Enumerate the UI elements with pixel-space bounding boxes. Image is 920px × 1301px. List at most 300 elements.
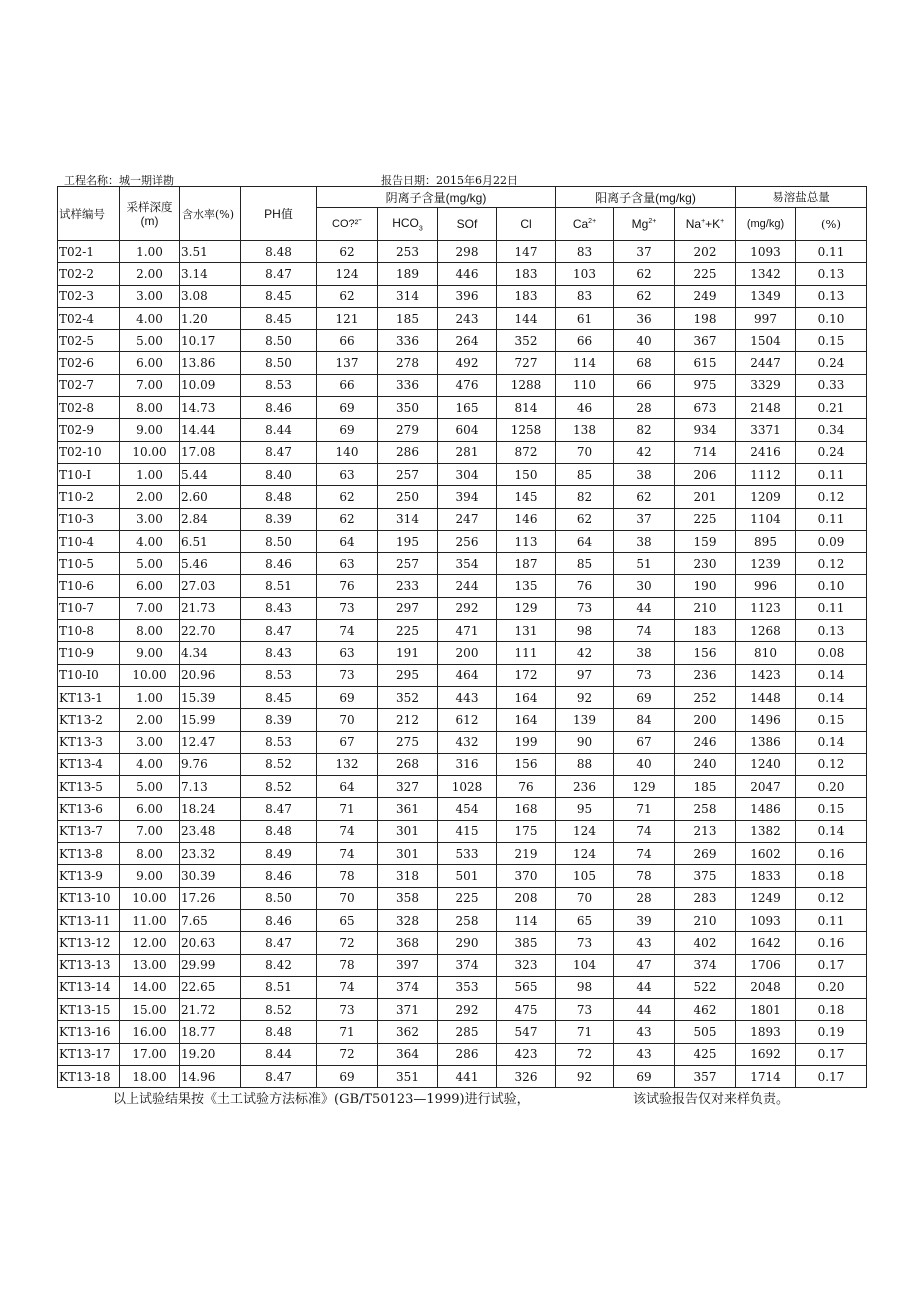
cell-salt-pct: 0.13	[796, 263, 867, 285]
cell-depth: 2.00	[120, 263, 180, 285]
cell-co3: 71	[317, 1021, 378, 1043]
cell-sof: 281	[438, 441, 497, 463]
cell-salt-mgkg: 1209	[736, 486, 796, 508]
cell-depth: 2.00	[120, 709, 180, 731]
cell-mg: 73	[614, 664, 675, 686]
cell-sof: 432	[438, 731, 497, 753]
col-salt-mgkg: (mg/kg)	[736, 208, 796, 241]
cell-cl: 352	[497, 330, 556, 352]
cell-co3: 78	[317, 954, 378, 976]
cell-ph: 8.46	[241, 553, 317, 575]
cell-salt-pct: 0.24	[796, 441, 867, 463]
cell-na-k: 156	[675, 642, 736, 664]
cell-co3: 62	[317, 285, 378, 307]
cell-ca: 61	[556, 307, 614, 329]
cell-co3: 73	[317, 999, 378, 1021]
cell-hco3: 314	[378, 285, 438, 307]
cell-salt-mgkg: 3371	[736, 419, 796, 441]
cell-water-content: 17.26	[180, 887, 241, 909]
cell-cl: 175	[497, 820, 556, 842]
col-mg-base: Mg	[631, 217, 649, 231]
cell-co3: 137	[317, 352, 378, 374]
cell-mg: 37	[614, 241, 675, 263]
cell-salt-mgkg: 1104	[736, 508, 796, 530]
cell-na-k: 462	[675, 999, 736, 1021]
cell-co3: 71	[317, 798, 378, 820]
cell-sample-id: T10-5	[58, 553, 120, 575]
col-ca	[556, 208, 614, 241]
cell-na-k: 190	[675, 575, 736, 597]
cell-sample-id: KT13-5	[58, 776, 120, 798]
cell-salt-mgkg: 2048	[736, 976, 796, 998]
cell-mg: 30	[614, 575, 675, 597]
cell-salt-pct: 0.13	[796, 285, 867, 307]
cell-ph: 8.47	[241, 620, 317, 642]
table-row	[58, 486, 867, 508]
cell-depth: 3.00	[120, 508, 180, 530]
cell-water-content: 3.51	[180, 241, 241, 263]
cell-sample-id: KT13-11	[58, 909, 120, 931]
cell-ca: 138	[556, 419, 614, 441]
cell-water-content: 5.46	[180, 553, 241, 575]
cell-ca: 46	[556, 397, 614, 419]
cell-sample-id: KT13-18	[58, 1065, 120, 1087]
cell-sample-id: KT13-7	[58, 820, 120, 842]
cell-ca: 124	[556, 843, 614, 865]
cell-cl: 187	[497, 553, 556, 575]
cell-cl: 547	[497, 1021, 556, 1043]
cell-ph: 8.46	[241, 865, 317, 887]
cell-hco3: 318	[378, 865, 438, 887]
cell-hco3: 314	[378, 508, 438, 530]
cell-na-k: 202	[675, 241, 736, 263]
cell-salt-mgkg: 1268	[736, 620, 796, 642]
cell-co3: 64	[317, 530, 378, 552]
cell-ph: 8.51	[241, 575, 317, 597]
col-cl: Cl	[497, 208, 556, 241]
cell-ph: 8.50	[241, 530, 317, 552]
cell-cl: 145	[497, 486, 556, 508]
cell-depth: 9.00	[120, 419, 180, 441]
cell-hco3: 397	[378, 954, 438, 976]
cell-ph: 8.44	[241, 419, 317, 441]
cell-na-k: 283	[675, 887, 736, 909]
cell-na-k: 357	[675, 1065, 736, 1087]
cell-mg: 67	[614, 731, 675, 753]
cell-salt-pct: 0.12	[796, 486, 867, 508]
cell-water-content: 6.51	[180, 530, 241, 552]
cell-water-content: 22.70	[180, 620, 241, 642]
cell-na-k: 246	[675, 731, 736, 753]
cell-hco3: 362	[378, 1021, 438, 1043]
cell-salt-mgkg: 2148	[736, 397, 796, 419]
cell-cl: 156	[497, 753, 556, 775]
cell-na-k: 198	[675, 307, 736, 329]
cell-ca: 236	[556, 776, 614, 798]
cell-hco3: 257	[378, 553, 438, 575]
table-row	[58, 1043, 867, 1065]
cell-cl: 183	[497, 263, 556, 285]
cell-salt-pct: 0.16	[796, 932, 867, 954]
cell-cl: 208	[497, 887, 556, 909]
table-row	[58, 865, 867, 887]
col-co3: CO?²ˉ	[317, 208, 378, 241]
cell-hco3: 212	[378, 709, 438, 731]
cell-salt-pct: 0.10	[796, 307, 867, 329]
cell-cl: 76	[497, 776, 556, 798]
col-depth-line2: (m)	[140, 213, 159, 228]
cell-salt-pct: 0.10	[796, 575, 867, 597]
cell-cl: 565	[497, 976, 556, 998]
cell-salt-pct: 0.11	[796, 597, 867, 619]
col-hco3	[378, 208, 438, 241]
cell-ph: 8.47	[241, 263, 317, 285]
cell-na-k: 252	[675, 686, 736, 708]
cell-mg: 38	[614, 530, 675, 552]
cell-salt-mgkg: 1386	[736, 731, 796, 753]
cell-ph: 8.43	[241, 642, 317, 664]
cell-mg: 78	[614, 865, 675, 887]
cell-depth: 4.00	[120, 753, 180, 775]
cell-depth: 13.00	[120, 954, 180, 976]
cell-co3: 62	[317, 241, 378, 263]
cell-salt-mgkg: 1801	[736, 999, 796, 1021]
cell-cl: 199	[497, 731, 556, 753]
cell-co3: 78	[317, 865, 378, 887]
report-date: 报告日期：2015年6月22日	[381, 174, 518, 187]
cell-na-k: 225	[675, 508, 736, 530]
cell-depth: 15.00	[120, 999, 180, 1021]
cell-sof: 353	[438, 976, 497, 998]
cell-ca: 88	[556, 753, 614, 775]
table-row	[58, 709, 867, 731]
table-row	[58, 620, 867, 642]
col-k-sup: +	[720, 218, 725, 225]
cell-sample-id: KT13-2	[58, 709, 120, 731]
table-row	[58, 753, 867, 775]
cell-salt-mgkg: 1602	[736, 843, 796, 865]
cell-hco3: 191	[378, 642, 438, 664]
table-row	[58, 241, 867, 263]
table-row	[58, 307, 867, 329]
col-mg-sup: 2+	[648, 218, 657, 225]
cell-hco3: 275	[378, 731, 438, 753]
cell-salt-pct: 0.18	[796, 999, 867, 1021]
cell-water-content: 21.73	[180, 597, 241, 619]
cell-depth: 4.00	[120, 530, 180, 552]
table-row	[58, 954, 867, 976]
cell-hco3: 358	[378, 887, 438, 909]
cell-hco3: 279	[378, 419, 438, 441]
cell-cl: 113	[497, 530, 556, 552]
cell-co3: 76	[317, 575, 378, 597]
cell-salt-mgkg: 2047	[736, 776, 796, 798]
cell-mg: 44	[614, 597, 675, 619]
cell-hco3: 278	[378, 352, 438, 374]
cell-co3: 73	[317, 664, 378, 686]
cell-mg: 69	[614, 1065, 675, 1087]
cell-salt-mgkg: 1382	[736, 820, 796, 842]
cell-ph: 8.39	[241, 709, 317, 731]
cell-depth: 4.00	[120, 307, 180, 329]
cell-salt-mgkg: 3329	[736, 374, 796, 396]
cell-ca: 71	[556, 1021, 614, 1043]
cell-cl: 135	[497, 575, 556, 597]
cell-mg: 62	[614, 285, 675, 307]
cell-sof: 441	[438, 1065, 497, 1087]
cell-sof: 354	[438, 553, 497, 575]
cell-sof: 415	[438, 820, 497, 842]
cell-salt-mgkg: 1093	[736, 241, 796, 263]
cell-co3: 69	[317, 397, 378, 419]
cell-salt-pct: 0.34	[796, 419, 867, 441]
cell-ca: 83	[556, 241, 614, 263]
cell-mg: 38	[614, 642, 675, 664]
table-row	[58, 1065, 867, 1087]
cell-na-k: 185	[675, 776, 736, 798]
table-row	[58, 642, 867, 664]
cell-cl: 147	[497, 241, 556, 263]
cell-salt-pct: 0.16	[796, 843, 867, 865]
cell-sample-id: T10-9	[58, 642, 120, 664]
cell-water-content: 21.72	[180, 999, 241, 1021]
cell-co3: 72	[317, 932, 378, 954]
cell-hco3: 233	[378, 575, 438, 597]
table-row	[58, 553, 867, 575]
cell-co3: 73	[317, 597, 378, 619]
cell-depth: 7.00	[120, 597, 180, 619]
table-row	[58, 374, 867, 396]
cell-cl: 872	[497, 441, 556, 463]
table-row	[58, 441, 867, 463]
cell-depth: 18.00	[120, 1065, 180, 1087]
cell-depth: 9.00	[120, 642, 180, 664]
cell-na-k: 249	[675, 285, 736, 307]
cell-ph: 8.39	[241, 508, 317, 530]
cell-depth: 6.00	[120, 575, 180, 597]
table-row	[58, 508, 867, 530]
cell-hco3: 371	[378, 999, 438, 1021]
cell-ph: 8.48	[241, 486, 317, 508]
cell-mg: 62	[614, 263, 675, 285]
cell-cl: 150	[497, 463, 556, 485]
cell-mg: 43	[614, 1021, 675, 1043]
cell-ph: 8.52	[241, 753, 317, 775]
cell-salt-pct: 0.20	[796, 976, 867, 998]
cell-depth: 2.00	[120, 486, 180, 508]
cell-depth: 10.00	[120, 664, 180, 686]
cell-na-k: 269	[675, 843, 736, 865]
cell-salt-mgkg: 1486	[736, 798, 796, 820]
cell-ca: 98	[556, 976, 614, 998]
cell-hco3: 336	[378, 374, 438, 396]
cell-water-content: 2.60	[180, 486, 241, 508]
cell-mg: 43	[614, 1043, 675, 1065]
col-ph: PH值	[241, 187, 317, 241]
cell-cl: 183	[497, 285, 556, 307]
cell-sample-id: T10-3	[58, 508, 120, 530]
cell-depth: 11.00	[120, 909, 180, 931]
cell-water-content: 15.99	[180, 709, 241, 731]
cell-salt-mgkg: 1349	[736, 285, 796, 307]
cell-sample-id: KT13-17	[58, 1043, 120, 1065]
cell-water-content: 1.20	[180, 307, 241, 329]
cell-salt-mgkg: 810	[736, 642, 796, 664]
cell-sof: 264	[438, 330, 497, 352]
cell-water-content: 5.44	[180, 463, 241, 485]
footer-standard-text: 以上试验结果按《土工试验方法标准》(GB/T50123—1999)进行试验，	[113, 1092, 530, 1107]
table-row	[58, 932, 867, 954]
cell-ca: 42	[556, 642, 614, 664]
cell-water-content: 7.65	[180, 909, 241, 931]
cell-salt-pct: 0.17	[796, 954, 867, 976]
cell-ph: 8.43	[241, 597, 317, 619]
cell-sof: 165	[438, 397, 497, 419]
cell-water-content: 3.08	[180, 285, 241, 307]
cell-ph: 8.47	[241, 798, 317, 820]
cell-sof: 476	[438, 374, 497, 396]
cell-salt-mgkg: 2447	[736, 352, 796, 374]
cell-hco3: 374	[378, 976, 438, 998]
cell-cl: 114	[497, 909, 556, 931]
cell-salt-mgkg: 1249	[736, 887, 796, 909]
cell-mg: 42	[614, 441, 675, 463]
cell-co3: 74	[317, 620, 378, 642]
cell-sof: 471	[438, 620, 497, 642]
cell-salt-pct: 0.11	[796, 241, 867, 263]
cell-mg: 44	[614, 999, 675, 1021]
cell-sof: 243	[438, 307, 497, 329]
soluble-salt-group-header: 易溶盐总量	[736, 187, 867, 208]
cell-mg: 38	[614, 463, 675, 485]
cell-mg: 84	[614, 709, 675, 731]
cell-depth: 5.00	[120, 776, 180, 798]
cell-sample-id: KT13-15	[58, 999, 120, 1021]
cell-ca: 85	[556, 463, 614, 485]
cell-water-content: 20.96	[180, 664, 241, 686]
cell-co3: 66	[317, 374, 378, 396]
cell-depth: 8.00	[120, 397, 180, 419]
cell-hco3: 350	[378, 397, 438, 419]
cell-salt-mgkg: 1642	[736, 932, 796, 954]
cell-water-content: 22.65	[180, 976, 241, 998]
cell-sample-id: T02-7	[58, 374, 120, 396]
cell-cl: 111	[497, 642, 556, 664]
cell-co3: 69	[317, 686, 378, 708]
cell-water-content: 19.20	[180, 1043, 241, 1065]
cell-sof: 256	[438, 530, 497, 552]
cell-hco3: 250	[378, 486, 438, 508]
table-row	[58, 686, 867, 708]
cell-sof: 492	[438, 352, 497, 374]
table-row	[58, 798, 867, 820]
cell-na-k: 206	[675, 463, 736, 485]
cell-co3: 69	[317, 419, 378, 441]
table-row	[58, 887, 867, 909]
cell-depth: 7.00	[120, 374, 180, 396]
cell-ph: 8.44	[241, 1043, 317, 1065]
cell-depth: 17.00	[120, 1043, 180, 1065]
cell-sof: 446	[438, 263, 497, 285]
cell-salt-mgkg: 895	[736, 530, 796, 552]
cell-salt-pct: 0.11	[796, 909, 867, 931]
cell-hco3: 225	[378, 620, 438, 642]
cell-cl: 326	[497, 1065, 556, 1087]
cell-cl: 129	[497, 597, 556, 619]
cell-salt-mgkg: 1240	[736, 753, 796, 775]
table-row	[58, 597, 867, 619]
table-row	[58, 285, 867, 307]
col-ca-sup: 2+	[588, 218, 597, 225]
col-na-base: Na	[685, 217, 702, 231]
cell-salt-mgkg: 1448	[736, 686, 796, 708]
cell-depth: 7.00	[120, 820, 180, 842]
cell-hco3: 185	[378, 307, 438, 329]
cell-depth: 1.00	[120, 241, 180, 263]
cell-ph: 8.48	[241, 1021, 317, 1043]
cell-sample-id: T02-4	[58, 307, 120, 329]
cell-sample-id: KT13-9	[58, 865, 120, 887]
cell-sof: 394	[438, 486, 497, 508]
col-ca-base: Ca	[572, 217, 589, 231]
cell-co3: 69	[317, 1065, 378, 1087]
cell-mg: 43	[614, 932, 675, 954]
table-header	[58, 187, 867, 241]
cell-ph: 8.52	[241, 776, 317, 798]
cell-salt-mgkg: 996	[736, 575, 796, 597]
cell-na-k: 210	[675, 597, 736, 619]
cell-co3: 64	[317, 776, 378, 798]
cell-co3: 63	[317, 553, 378, 575]
cell-ph: 8.53	[241, 664, 317, 686]
cell-salt-mgkg: 2416	[736, 441, 796, 463]
footer-note	[113, 1088, 833, 1107]
cell-ca: 90	[556, 731, 614, 753]
cell-water-content: 14.96	[180, 1065, 241, 1087]
cell-ph: 8.50	[241, 887, 317, 909]
cell-mg: 68	[614, 352, 675, 374]
cell-sof: 533	[438, 843, 497, 865]
cell-salt-pct: 0.19	[796, 1021, 867, 1043]
cell-salt-pct: 0.14	[796, 686, 867, 708]
cell-hco3: 352	[378, 686, 438, 708]
cell-na-k: 240	[675, 753, 736, 775]
cell-sample-id: KT13-4	[58, 753, 120, 775]
cell-hco3: 189	[378, 263, 438, 285]
col-sof: SOf	[438, 208, 497, 241]
cell-hco3: 336	[378, 330, 438, 352]
cell-na-k: 522	[675, 976, 736, 998]
cell-salt-pct: 0.15	[796, 709, 867, 731]
cell-cl: 146	[497, 508, 556, 530]
cell-ph: 8.45	[241, 686, 317, 708]
cell-water-content: 2.84	[180, 508, 241, 530]
cell-salt-mgkg: 1893	[736, 1021, 796, 1043]
cell-sof: 1028	[438, 776, 497, 798]
cell-depth: 6.00	[120, 798, 180, 820]
cell-salt-pct: 0.24	[796, 352, 867, 374]
cell-ph: 8.40	[241, 463, 317, 485]
cell-ca: 65	[556, 909, 614, 931]
cell-cl: 385	[497, 932, 556, 954]
cell-depth: 5.00	[120, 553, 180, 575]
cell-salt-pct: 0.20	[796, 776, 867, 798]
cell-cl: 727	[497, 352, 556, 374]
col-hco3-sub: 3	[418, 225, 423, 233]
cell-ca: 73	[556, 932, 614, 954]
cell-ph: 8.50	[241, 352, 317, 374]
cell-sof: 200	[438, 642, 497, 664]
